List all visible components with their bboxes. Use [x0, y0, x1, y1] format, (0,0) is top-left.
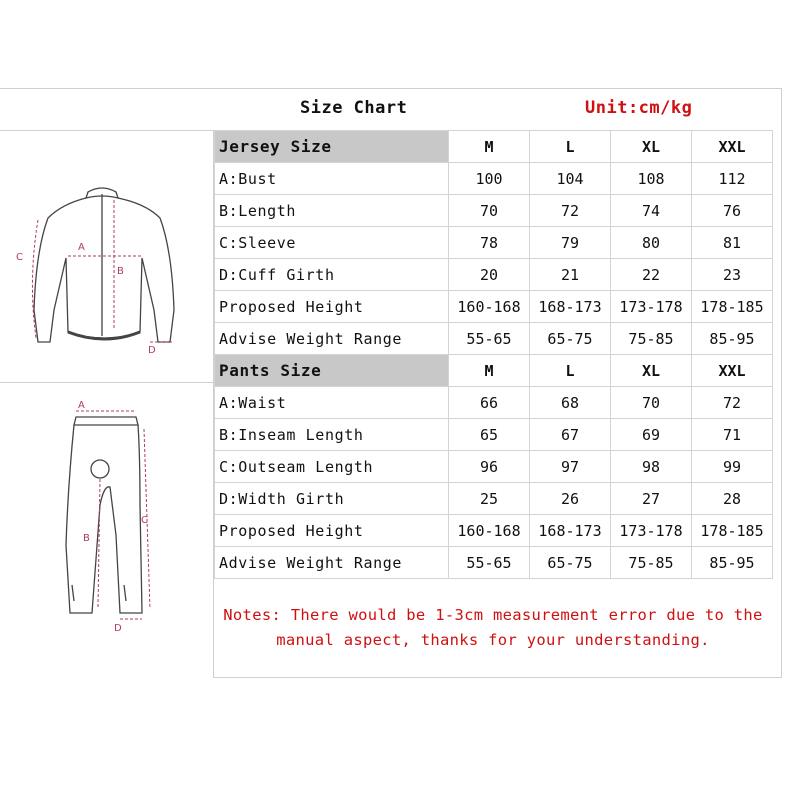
table-cell: 27 [611, 483, 692, 515]
table-cell: 75-85 [611, 323, 692, 355]
jersey-marker-c: C [16, 252, 23, 263]
jersey-marker-a: A [78, 242, 85, 253]
row-label: Advise Weight Range [215, 547, 449, 579]
table-cell: 23 [692, 259, 773, 291]
table-row [215, 515, 773, 547]
table-cell: 97 [530, 451, 611, 483]
table-cell: 78 [449, 227, 530, 259]
size-header: L [530, 131, 611, 163]
pants-diagram [40, 395, 190, 635]
top-border [0, 88, 782, 89]
table-cell: 100 [449, 163, 530, 195]
size-header: M [449, 131, 530, 163]
pants-marker-d: D [114, 623, 122, 634]
table-cell: 160-168 [449, 291, 530, 323]
table-cell: 178-185 [692, 515, 773, 547]
page-title: Size Chart [300, 98, 408, 118]
table-cell: 112 [692, 163, 773, 195]
table-cell: 69 [611, 419, 692, 451]
table-cell: 99 [692, 451, 773, 483]
table-cell: 75-85 [611, 547, 692, 579]
notes [214, 603, 772, 653]
table-cell: 168-173 [530, 515, 611, 547]
pants-marker-c: C [141, 515, 148, 526]
table-row [215, 483, 773, 515]
pants-header-row [215, 355, 773, 387]
size-header: XL [611, 355, 692, 387]
table-cell: 173-178 [611, 291, 692, 323]
jersey-marker-b: B [117, 266, 124, 277]
row-label: D:Width Girth [215, 483, 449, 515]
table-row [215, 451, 773, 483]
row-label: D:Cuff Girth [215, 259, 449, 291]
table-cell: 85-95 [692, 323, 773, 355]
row-label: C:Outseam Length [215, 451, 449, 483]
left-divider-top [0, 130, 214, 131]
table-row [215, 419, 773, 451]
row-label: Advise Weight Range [215, 323, 449, 355]
row-label: Proposed Height [215, 291, 449, 323]
jersey-header-row [215, 131, 773, 163]
table-cell: 80 [611, 227, 692, 259]
left-divider-middle [0, 382, 214, 383]
right-border [781, 88, 782, 678]
table-row [215, 291, 773, 323]
size-header: L [530, 355, 611, 387]
table-cell: 66 [449, 387, 530, 419]
unit-label: Unit:cm/kg [585, 98, 693, 118]
size-table [214, 130, 773, 579]
table-row [215, 547, 773, 579]
size-header: XXL [692, 131, 773, 163]
table-cell: 108 [611, 163, 692, 195]
pants-marker-a: A [78, 400, 85, 411]
table-row [215, 387, 773, 419]
table-cell: 173-178 [611, 515, 692, 547]
table-cell: 72 [692, 387, 773, 419]
table-cell: 178-185 [692, 291, 773, 323]
table-cell: 20 [449, 259, 530, 291]
table-cell: 104 [530, 163, 611, 195]
table-cell: 79 [530, 227, 611, 259]
table-cell: 55-65 [449, 547, 530, 579]
table-cell: 22 [611, 259, 692, 291]
pants-marker-b: B [83, 533, 90, 544]
jersey-diagram [10, 170, 210, 360]
notes-line-2: manual aspect, thanks for your understanding. [276, 631, 710, 649]
table-cell: 70 [449, 195, 530, 227]
table-row [215, 259, 773, 291]
table-cell: 21 [530, 259, 611, 291]
row-label: Proposed Height [215, 515, 449, 547]
jersey-marker-d: D [148, 345, 156, 356]
notes-line-1: Notes: There would be 1-3cm measurement error due to the [223, 606, 763, 624]
table-cell: 70 [611, 387, 692, 419]
table-cell: 72 [530, 195, 611, 227]
table-cell: 67 [530, 419, 611, 451]
pants-section-heading: Pants Size [215, 355, 449, 387]
row-label: A:Bust [215, 163, 449, 195]
row-label: C:Sleeve [215, 227, 449, 259]
table-cell: 81 [692, 227, 773, 259]
table-cell: 26 [530, 483, 611, 515]
table-cell: 98 [611, 451, 692, 483]
table-cell: 65 [449, 419, 530, 451]
table-cell: 55-65 [449, 323, 530, 355]
bottom-border [213, 677, 782, 678]
size-header: M [449, 355, 530, 387]
table-cell: 74 [611, 195, 692, 227]
row-label: B:Length [215, 195, 449, 227]
table-cell: 160-168 [449, 515, 530, 547]
table-cell: 71 [692, 419, 773, 451]
jersey-section-heading: Jersey Size [215, 131, 449, 163]
table-cell: 68 [530, 387, 611, 419]
table-cell: 168-173 [530, 291, 611, 323]
table-cell: 65-75 [530, 547, 611, 579]
size-header: XL [611, 131, 692, 163]
table-row [215, 227, 773, 259]
table-cell: 85-95 [692, 547, 773, 579]
table-cell: 96 [449, 451, 530, 483]
table-row [215, 195, 773, 227]
row-label: A:Waist [215, 387, 449, 419]
table-row [215, 163, 773, 195]
table-row [215, 323, 773, 355]
table-cell: 65-75 [530, 323, 611, 355]
table-cell: 76 [692, 195, 773, 227]
table-cell: 25 [449, 483, 530, 515]
size-header: XXL [692, 355, 773, 387]
row-label: B:Inseam Length [215, 419, 449, 451]
table-cell: 28 [692, 483, 773, 515]
